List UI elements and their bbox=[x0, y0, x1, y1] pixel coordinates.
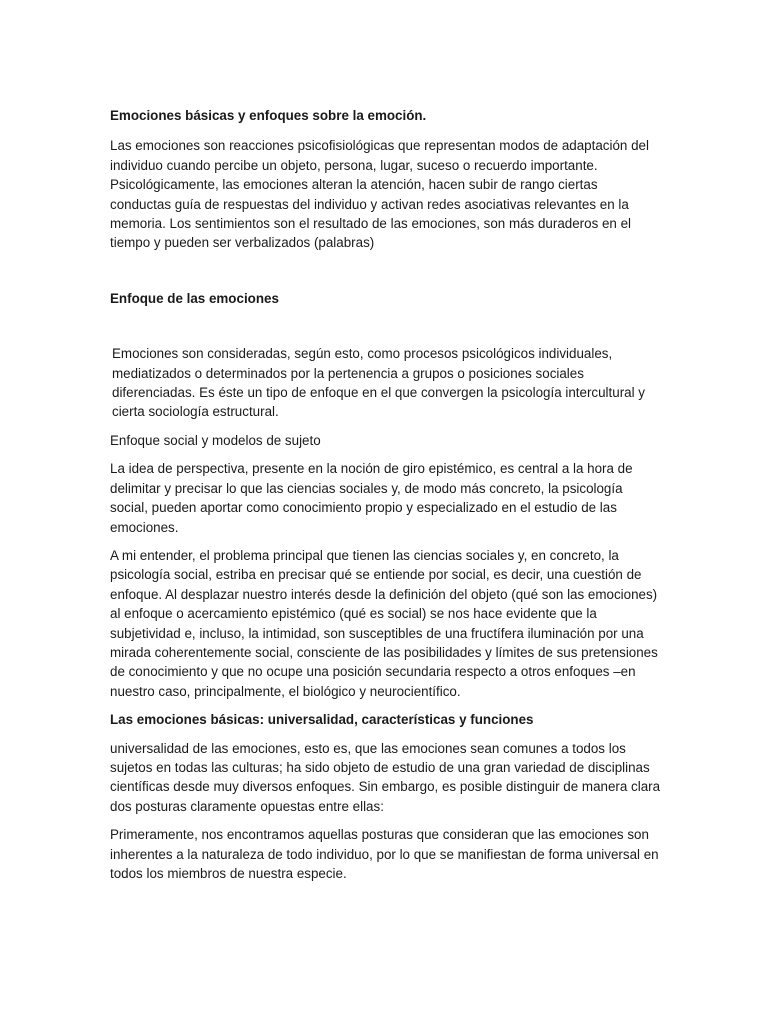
section-heading-enfoque: Enfoque de las emociones bbox=[110, 290, 279, 306]
intro-paragraph: Las emociones son reacciones psicofisiológicas que representan modos de adaptación del individuo cuando percibe un objeto, persona, lugar, suceso o recuerdo importante. Psicológicamente, las emociones alteran la atención, hacen subir de rango ciertas conductas guía de respuestas del individuo y activan redes asociativas relevantes en la memoria. Los sentimientos son el resultado de las emociones, son más duraderos en el tiempo y pueden ser verbalizados (palabras) bbox=[110, 138, 649, 251]
enfoque-paragraph: Emociones son consideradas, según esto, como procesos psicológicos individuales, mediatizados o determinados por la pertenencia a grupos o posiciones sociales diferenciadas. Es éste un tipo de enfoque en el que convergen la psicología intercultural y cierta sociología estructural. bbox=[112, 346, 645, 420]
social-paragraph-2: A mi entender, el problema principal que tienen las ciencias sociales y, en concreto, la psicología social, estriba en precisar qué se entiende por social, es decir, una cuestión de enfoque. Al desplazar nuestro interés desde la definición del objeto (qué son las emociones) al enfoque o acercamiento epistémico (qué es social) se nos hace evidente que la subjetividad e, incluso, la intimidad, son susceptibles de una fructífera iluminación por una mirada coherentemente social, consciente de las posibilidades y límites de sus pretensiones de conocimiento y que no ocupe una posición secundaria respecto a otros enfoques –en nuestro caso, principalmente, el biológico y neurocientífico. bbox=[110, 547, 658, 699]
document-title: Emociones básicas y enfoques sobre la emoción. bbox=[110, 108, 427, 123]
basicas-paragraph-2: Primeramente, nos encontramos aquellas posturas que consideran que las emociones son inherentes a la naturaleza de todo individuo, por lo que se manifiestan de forma universal en todos los miembros de nuestra especie. bbox=[110, 827, 659, 881]
social-paragraph-1: La idea de perspectiva, presente en la noción de giro epistémico, es central a la hora de delimitar y precisar lo que las ciencias sociales y, de modo más concreto, la psicología social, pueden aportar como conocimiento propio y especializado en el estudio de las emociones. bbox=[110, 461, 633, 535]
section-heading-social: Enfoque social y modelos de sujeto bbox=[110, 432, 321, 448]
basicas-paragraph-1: universalidad de las emociones, esto es, que las emociones sean comunes a todos los sujetos en todas las culturas; ha sido objeto de estudio de una gran variedad de disciplinas científicas desde muy diversos enfoques. Sin embargo, es posible distinguir de manera clara dos posturas claramente opuestas entre ellas: bbox=[110, 740, 661, 814]
document-page bbox=[110, 106, 662, 892]
section-heading-basicas: Las emociones básicas: universalidad, características y funciones bbox=[110, 712, 534, 728]
